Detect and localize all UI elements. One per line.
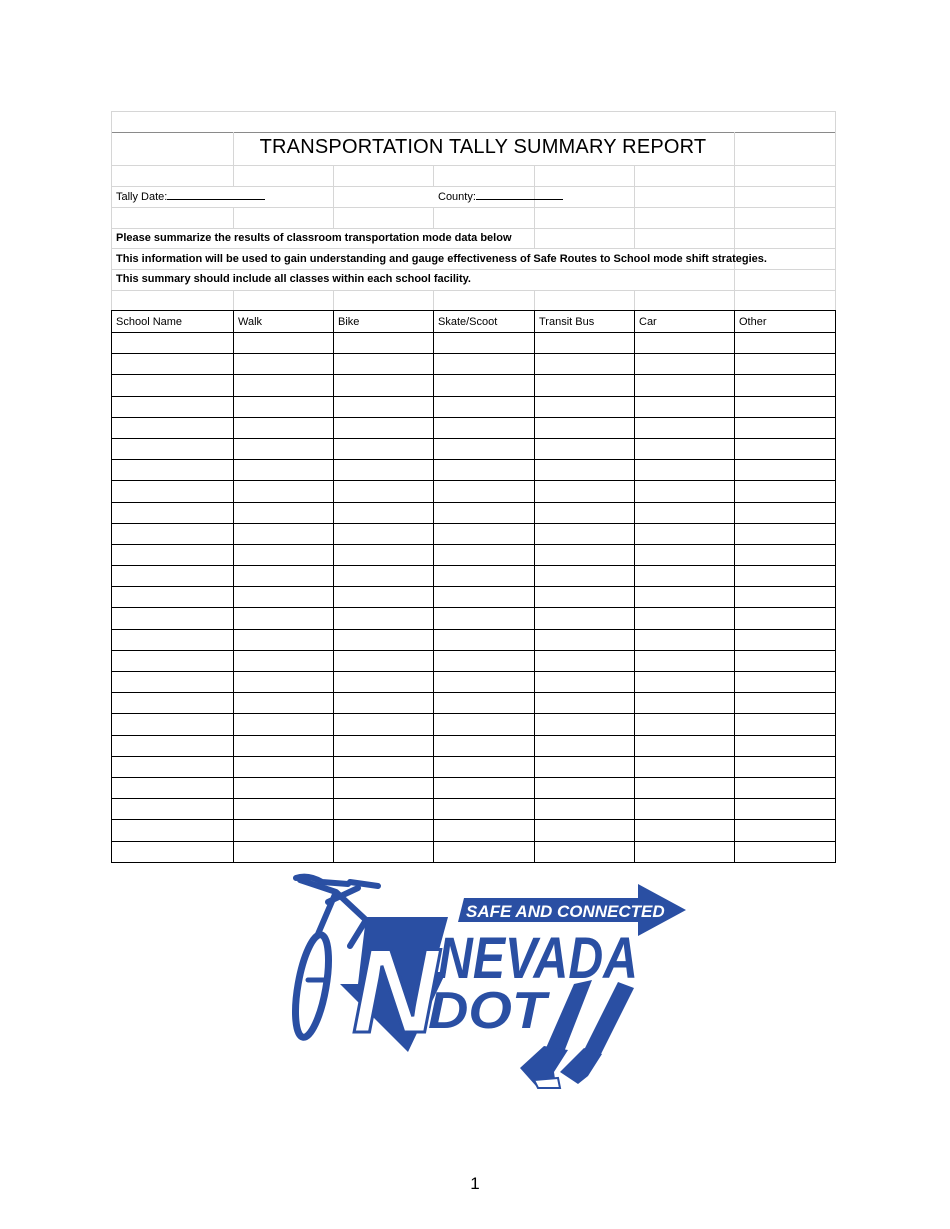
nevada-dot-logo xyxy=(288,872,688,1090)
table-row xyxy=(112,375,836,396)
report-title: TRANSPORTATION TALLY SUMMARY REPORT xyxy=(259,136,707,158)
table-cell[interactable] xyxy=(735,820,836,841)
table-cell[interactable] xyxy=(234,714,334,735)
table-cell[interactable] xyxy=(434,777,535,798)
table-row xyxy=(112,629,836,650)
table-cell[interactable] xyxy=(535,672,635,693)
table-cell[interactable] xyxy=(334,481,434,502)
table-cell[interactable] xyxy=(434,693,535,714)
table-cell[interactable] xyxy=(735,566,836,587)
table-cell[interactable] xyxy=(234,417,334,438)
table-cell[interactable] xyxy=(112,693,234,714)
page-number: 1 xyxy=(470,1174,480,1193)
table-cell[interactable] xyxy=(434,566,535,587)
table-cell[interactable] xyxy=(112,333,234,354)
table-cell[interactable] xyxy=(535,523,635,544)
table-cell[interactable] xyxy=(535,417,635,438)
table-cell[interactable] xyxy=(434,799,535,820)
table-cell[interactable] xyxy=(334,333,434,354)
table-cell[interactable] xyxy=(635,481,735,502)
tally-date-field[interactable] xyxy=(116,190,265,203)
table-cell[interactable] xyxy=(334,566,434,587)
table-cell[interactable] xyxy=(334,544,434,565)
table-cell[interactable] xyxy=(334,629,434,650)
table-cell[interactable] xyxy=(535,693,635,714)
table-cell[interactable] xyxy=(112,608,234,629)
table-cell[interactable] xyxy=(112,375,234,396)
table-cell[interactable] xyxy=(735,693,836,714)
county-value[interactable] xyxy=(476,190,563,200)
table-cell[interactable] xyxy=(434,629,535,650)
logo-wordmark-nevada: NEVADA xyxy=(438,926,638,991)
county-label: County: xyxy=(438,191,476,203)
table-cell[interactable] xyxy=(535,587,635,608)
table-cell[interactable] xyxy=(334,502,434,523)
table-cell[interactable] xyxy=(434,396,535,417)
table-cell[interactable] xyxy=(635,417,735,438)
table-row xyxy=(112,333,836,354)
table-cell[interactable] xyxy=(735,587,836,608)
table-cell[interactable] xyxy=(635,396,735,417)
table-cell[interactable] xyxy=(535,396,635,417)
table-row xyxy=(112,396,836,417)
table-cell[interactable] xyxy=(735,650,836,671)
table-row xyxy=(112,460,836,481)
table-cell[interactable] xyxy=(234,693,334,714)
table-cell[interactable] xyxy=(635,587,735,608)
table-cell[interactable] xyxy=(434,544,535,565)
table-cell[interactable] xyxy=(735,502,836,523)
table-row xyxy=(112,693,836,714)
table-cell[interactable] xyxy=(434,841,535,862)
table-cell[interactable] xyxy=(112,841,234,862)
table-cell[interactable] xyxy=(535,460,635,481)
table-cell[interactable] xyxy=(535,735,635,756)
table-cell[interactable] xyxy=(535,777,635,798)
col-header-skate-scoot: Skate/Scoot xyxy=(434,311,535,333)
table-cell[interactable] xyxy=(234,375,334,396)
table-cell[interactable] xyxy=(112,354,234,375)
table-cell[interactable] xyxy=(635,354,735,375)
table-row xyxy=(112,672,836,693)
table-cell[interactable] xyxy=(334,438,434,459)
table-cell[interactable] xyxy=(234,354,334,375)
tally-date-label: Tally Date: xyxy=(116,191,168,203)
table-cell[interactable] xyxy=(112,799,234,820)
table-cell[interactable] xyxy=(334,375,434,396)
table-cell[interactable] xyxy=(635,608,735,629)
table-cell[interactable] xyxy=(735,672,836,693)
table-cell[interactable] xyxy=(234,481,334,502)
table-cell[interactable] xyxy=(735,714,836,735)
table-row xyxy=(112,587,836,608)
table-cell[interactable] xyxy=(234,777,334,798)
table-cell[interactable] xyxy=(234,608,334,629)
table-header-row xyxy=(112,311,836,333)
table-cell[interactable] xyxy=(112,544,234,565)
table-cell[interactable] xyxy=(434,438,535,459)
col-header-walk: Walk xyxy=(234,311,334,333)
table-cell[interactable] xyxy=(112,587,234,608)
table-cell[interactable] xyxy=(334,587,434,608)
logo-tagline: SAFE AND CONNECTED xyxy=(466,902,665,921)
col-header-bike: Bike xyxy=(334,311,434,333)
table-cell[interactable] xyxy=(234,523,334,544)
table-cell[interactable] xyxy=(735,375,836,396)
instruction-line-1: Please summarize the results of classroom transportation mode data below xyxy=(116,232,512,244)
table-row xyxy=(112,841,836,862)
table-row xyxy=(112,544,836,565)
table-cell[interactable] xyxy=(334,799,434,820)
table-cell[interactable] xyxy=(434,735,535,756)
table-row xyxy=(112,523,836,544)
table-cell[interactable] xyxy=(434,650,535,671)
table-cell[interactable] xyxy=(234,629,334,650)
table-cell[interactable] xyxy=(112,777,234,798)
table-cell[interactable] xyxy=(112,396,234,417)
table-cell[interactable] xyxy=(234,438,334,459)
table-row xyxy=(112,481,836,502)
table-cell[interactable] xyxy=(112,672,234,693)
table-cell[interactable] xyxy=(535,481,635,502)
col-header-other: Other xyxy=(735,311,836,333)
table-cell[interactable] xyxy=(334,777,434,798)
table-cell[interactable] xyxy=(112,629,234,650)
table-cell[interactable] xyxy=(334,608,434,629)
table-row xyxy=(112,608,836,629)
table-row xyxy=(112,756,836,777)
table-cell[interactable] xyxy=(334,735,434,756)
table-cell[interactable] xyxy=(635,523,735,544)
table-cell[interactable] xyxy=(535,841,635,862)
table-cell[interactable] xyxy=(234,841,334,862)
table-cell[interactable] xyxy=(434,672,535,693)
tally-table xyxy=(111,310,836,863)
table-cell[interactable] xyxy=(635,756,735,777)
table-cell[interactable] xyxy=(735,460,836,481)
table-cell[interactable] xyxy=(334,841,434,862)
table-cell[interactable] xyxy=(334,523,434,544)
table-cell[interactable] xyxy=(234,650,334,671)
table-row xyxy=(112,799,836,820)
table-cell[interactable] xyxy=(334,396,434,417)
table-row xyxy=(112,820,836,841)
table-cell[interactable] xyxy=(535,375,635,396)
table-row xyxy=(112,354,836,375)
instruction-line-2: This information will be used to gain understanding and gauge effectiveness of Safe Routes to School mode shift strategies. xyxy=(116,253,767,265)
table-cell[interactable] xyxy=(234,587,334,608)
table-row xyxy=(112,714,836,735)
table-cell[interactable] xyxy=(535,799,635,820)
col-header-transit-bus: Transit Bus xyxy=(535,311,635,333)
table-cell[interactable] xyxy=(535,820,635,841)
table-cell[interactable] xyxy=(735,523,836,544)
table-cell[interactable] xyxy=(735,756,836,777)
table-cell[interactable] xyxy=(334,672,434,693)
table-cell[interactable] xyxy=(635,714,735,735)
table-cell[interactable] xyxy=(434,820,535,841)
table-cell[interactable] xyxy=(535,502,635,523)
table-cell[interactable] xyxy=(334,820,434,841)
table-cell[interactable] xyxy=(735,417,836,438)
logo-wordmark-dot: DOT xyxy=(428,982,551,1040)
table-cell[interactable] xyxy=(434,756,535,777)
table-cell[interactable] xyxy=(735,544,836,565)
table-cell[interactable] xyxy=(234,544,334,565)
table-cell[interactable] xyxy=(635,820,735,841)
table-cell[interactable] xyxy=(334,417,434,438)
table-cell[interactable] xyxy=(735,799,836,820)
table-cell[interactable] xyxy=(112,756,234,777)
col-header-car: Car xyxy=(635,311,735,333)
table-cell[interactable] xyxy=(635,629,735,650)
table-cell[interactable] xyxy=(434,375,535,396)
table-cell[interactable] xyxy=(334,460,434,481)
table-cell[interactable] xyxy=(434,333,535,354)
table-cell[interactable] xyxy=(535,650,635,671)
table-cell[interactable] xyxy=(735,333,836,354)
table-cell[interactable] xyxy=(735,777,836,798)
table-cell[interactable] xyxy=(535,629,635,650)
table-cell[interactable] xyxy=(635,735,735,756)
table-cell[interactable] xyxy=(535,566,635,587)
table-cell[interactable] xyxy=(334,650,434,671)
table-cell[interactable] xyxy=(112,438,234,459)
table-cell[interactable] xyxy=(635,544,735,565)
table-cell[interactable] xyxy=(234,502,334,523)
col-header-school-name: School Name xyxy=(112,311,234,333)
table-cell[interactable] xyxy=(635,799,735,820)
table-cell[interactable] xyxy=(735,841,836,862)
table-cell[interactable] xyxy=(535,608,635,629)
tally-date-value[interactable] xyxy=(167,190,265,200)
table-cell[interactable] xyxy=(434,608,535,629)
table-cell[interactable] xyxy=(112,523,234,544)
table-row xyxy=(112,438,836,459)
table-cell[interactable] xyxy=(535,544,635,565)
table-cell[interactable] xyxy=(334,693,434,714)
table-cell[interactable] xyxy=(635,375,735,396)
table-cell[interactable] xyxy=(234,396,334,417)
table-cell[interactable] xyxy=(234,756,334,777)
table-cell[interactable] xyxy=(735,481,836,502)
table-row xyxy=(112,777,836,798)
table-cell[interactable] xyxy=(434,587,535,608)
table-cell[interactable] xyxy=(434,460,535,481)
table-cell[interactable] xyxy=(234,799,334,820)
table-cell[interactable] xyxy=(334,756,434,777)
table-cell[interactable] xyxy=(635,438,735,459)
table-cell[interactable] xyxy=(434,354,535,375)
table-cell[interactable] xyxy=(112,502,234,523)
table-cell[interactable] xyxy=(112,417,234,438)
table-cell[interactable] xyxy=(535,756,635,777)
table-cell[interactable] xyxy=(334,714,434,735)
table-cell[interactable] xyxy=(112,735,234,756)
table-cell[interactable] xyxy=(234,566,334,587)
table-cell[interactable] xyxy=(234,820,334,841)
table-cell[interactable] xyxy=(735,354,836,375)
table-cell[interactable] xyxy=(434,417,535,438)
table-cell[interactable] xyxy=(112,566,234,587)
table-row xyxy=(112,650,836,671)
table-cell[interactable] xyxy=(535,354,635,375)
table-cell[interactable] xyxy=(635,777,735,798)
table-cell[interactable] xyxy=(112,714,234,735)
table-cell[interactable] xyxy=(112,481,234,502)
table-row xyxy=(112,417,836,438)
table-body xyxy=(112,333,836,863)
table-cell[interactable] xyxy=(735,608,836,629)
table-cell[interactable] xyxy=(735,629,836,650)
table-cell[interactable] xyxy=(234,735,334,756)
table-cell[interactable] xyxy=(112,460,234,481)
table-cell[interactable] xyxy=(635,841,735,862)
table-cell[interactable] xyxy=(535,714,635,735)
table-cell[interactable] xyxy=(735,438,836,459)
table-cell[interactable] xyxy=(434,481,535,502)
table-row xyxy=(112,566,836,587)
table-cell[interactable] xyxy=(635,566,735,587)
logo-letter-n: N xyxy=(352,924,439,1058)
table-row xyxy=(112,735,836,756)
table-cell[interactable] xyxy=(434,502,535,523)
table-cell[interactable] xyxy=(234,672,334,693)
instruction-line-3: This summary should include all classes within each school facility. xyxy=(116,273,471,285)
table-cell[interactable] xyxy=(635,502,735,523)
table-cell[interactable] xyxy=(334,354,434,375)
table-cell[interactable] xyxy=(635,333,735,354)
table-cell[interactable] xyxy=(635,460,735,481)
table-cell[interactable] xyxy=(112,650,234,671)
table-cell[interactable] xyxy=(112,820,234,841)
table-cell[interactable] xyxy=(735,735,836,756)
table-cell[interactable] xyxy=(434,714,535,735)
table-cell[interactable] xyxy=(234,333,334,354)
table-cell[interactable] xyxy=(635,650,735,671)
table-cell[interactable] xyxy=(434,523,535,544)
table-cell[interactable] xyxy=(635,672,735,693)
table-cell[interactable] xyxy=(535,333,635,354)
table-cell[interactable] xyxy=(735,396,836,417)
county-field[interactable] xyxy=(438,190,563,203)
table-cell[interactable] xyxy=(635,693,735,714)
table-row xyxy=(112,502,836,523)
table-cell[interactable] xyxy=(234,460,334,481)
table-cell[interactable] xyxy=(535,438,635,459)
